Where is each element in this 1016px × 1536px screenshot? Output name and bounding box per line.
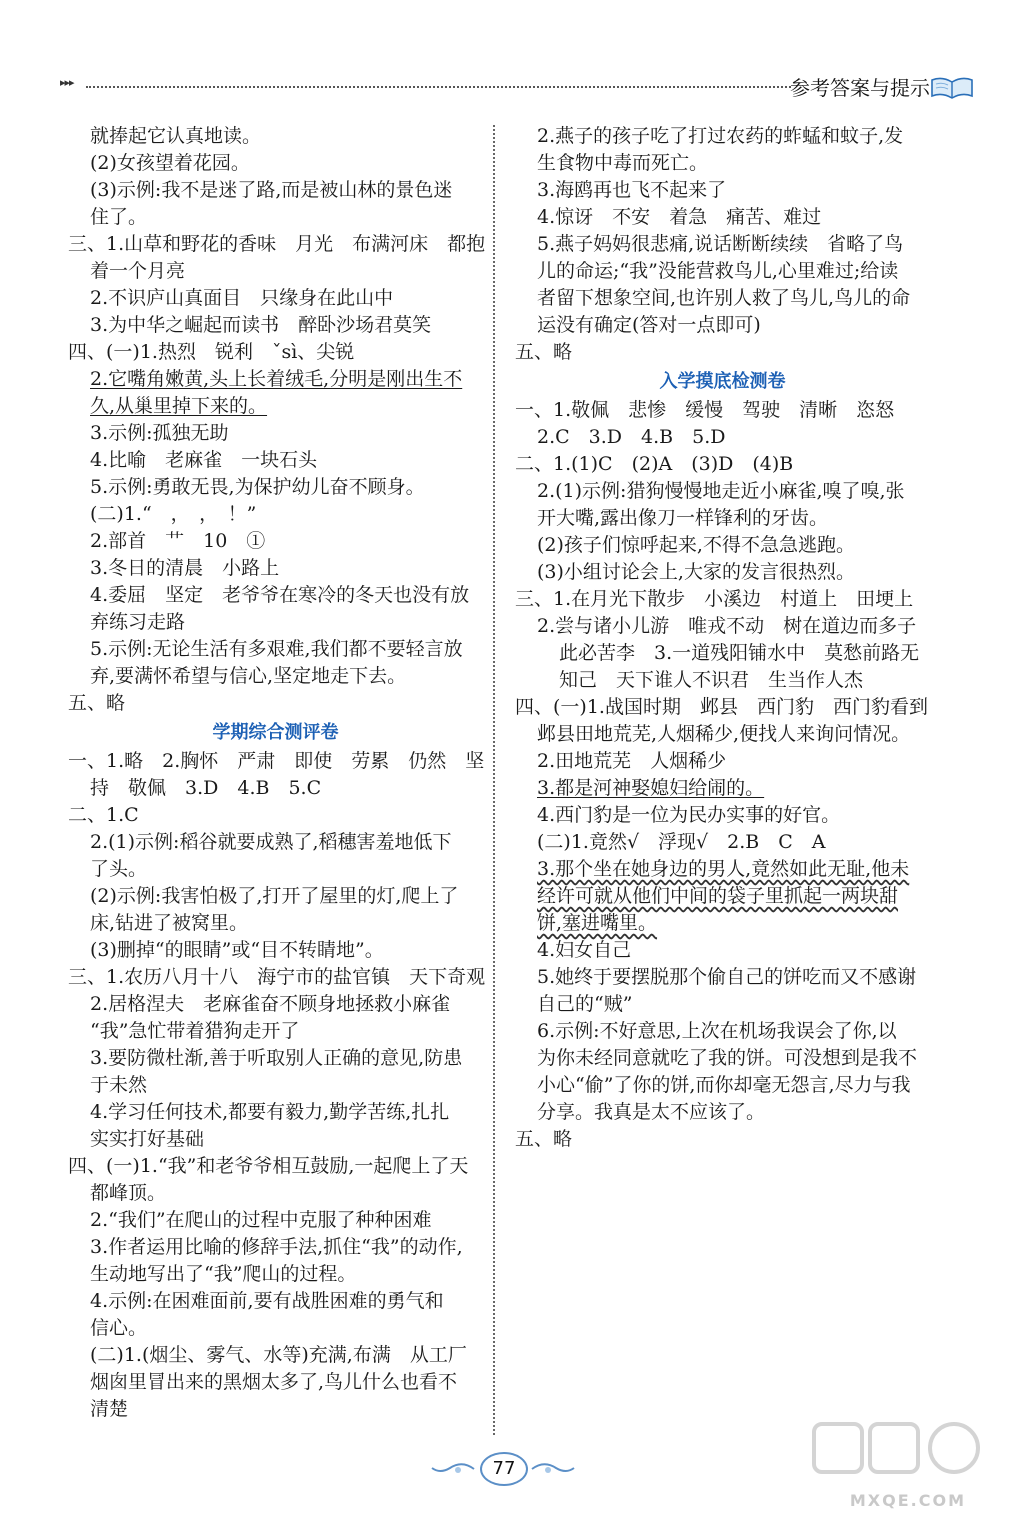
page-number: 77: [480, 1452, 528, 1486]
answer-line: 6.示例:不好意思,上次在机场我误会了你,以: [537, 1020, 897, 1042]
answer-line: 2.“我们”在爬山的过程中克服了种种困难: [90, 1209, 432, 1231]
header-arrows-icon: ▸▸▸: [60, 76, 74, 89]
answer-line: 五、略: [68, 692, 126, 714]
answer-line: 自己的“贼”: [537, 993, 633, 1015]
answer-line: 邺县田地荒芜,人烟稀少,便找人来询问情况。: [537, 723, 911, 745]
answer-line: “我”急忙带着猎狗走开了: [90, 1020, 300, 1042]
answer-line: (2)示例:我害怕极了,打开了屋里的灯,爬上了: [90, 885, 459, 907]
answer-line: 此必苦李 3.一道残阳铺水中 莫愁前路无: [559, 642, 920, 664]
answer-line: 2.田地荒芜 人烟稀少: [537, 750, 727, 772]
left-answer-column: [68, 123, 486, 1423]
section-title: 入学摸底检测卷: [659, 371, 786, 392]
right-flourish-icon: [530, 1460, 578, 1478]
answer-line: 3.要防微杜渐,善于听取别人正确的意见,防患: [90, 1047, 463, 1069]
answer-line: 5.示例:勇敢无畏,为保护幼儿奋不顾身。: [90, 476, 425, 498]
answer-line: 3.作者运用比喻的修辞手法,抓住“我”的动作,: [90, 1236, 463, 1258]
answer-line: 于未然: [90, 1074, 148, 1096]
answer-line: 着一个月亮: [90, 260, 186, 282]
answer-line: 2.(1)示例:稻谷就要成熟了,稻穗害羞地低下: [90, 831, 452, 853]
answer-line: 生动地写出了“我”爬山的过程。: [90, 1263, 357, 1285]
answer-line: 2.它嘴角嫩黄,头上长着绒毛,分明是刚出生不: [90, 368, 463, 390]
header-divider: [86, 86, 791, 88]
answer-line: 三、1.在月光下散步 小溪边 村道上 田埂上: [515, 588, 914, 610]
left-flourish-icon: [428, 1460, 476, 1478]
answer-line: 2.C 3.D 4.B 5.D: [537, 426, 726, 448]
right-answer-column: [515, 123, 930, 1153]
answer-line: (3)删掉“的眼睛”或“目不转睛地”。: [90, 939, 384, 961]
answer-line: 信心。: [90, 1317, 148, 1339]
answer-line: 3.都是河神娶媳妇给闹的。: [537, 777, 765, 799]
answer-line: 生食物中毒而死亡。: [537, 152, 709, 174]
answer-line: 2.不识庐山真面目 只缘身在此山中: [90, 287, 394, 309]
answer-line: 者留下想象空间,也许别人救了鸟儿,鸟儿的命: [537, 287, 911, 309]
answer-line: 4.示例:在困难面前,要有战胜困难的勇气和: [90, 1290, 444, 1312]
answer-line: 一、1.略 2.胸怀 严肃 即使 劳累 仍然 坚: [68, 750, 485, 772]
answer-line: 4.比喻 老麻雀 一块石头: [90, 449, 318, 471]
answer-line: 弃练习走路: [90, 611, 186, 633]
answer-line: 持 敬佩 3.D 4.B 5.C: [90, 777, 322, 799]
answer-line: 五、略: [515, 341, 573, 363]
answer-line: (2)女孩望着花园。: [90, 152, 250, 174]
book-icon: [930, 74, 974, 100]
answer-line: 了头。: [90, 858, 148, 880]
answer-line: 一、1.敬佩 悲惨 缓慢 驾驶 清晰 恣怒: [515, 399, 895, 421]
answer-line: 四、(一)1.“我”和老爷爷相互鼓励,一起爬上了天: [68, 1155, 469, 1177]
answer-line: 五、略: [515, 1128, 573, 1150]
section-title: 学期综合测评卷: [212, 722, 339, 743]
answer-line: 运没有确定(答对一点即可): [537, 314, 761, 336]
answer-line: 2.燕子的孩子吃了打过农药的蚱蜢和蚊子,发: [537, 125, 904, 147]
answer-line: 四、(一)1.战国时期 邺县 西门豹 西门豹看到: [515, 696, 928, 718]
answer-line: 5.燕子妈妈很悲痛,说话断断续续 省略了鸟: [537, 233, 904, 255]
answer-line: 二、1.(1)C (2)A (3)D (4)B: [515, 453, 794, 475]
answer-line: (3)小组讨论会上,大家的发言很热烈。: [537, 561, 855, 583]
answer-line: 3.为中华之崛起而读书 醉卧沙场君莫笑: [90, 314, 432, 336]
answer-line: 4.惊讶 不安 着急 痛苦、难过: [537, 206, 822, 228]
answer-line: 2.(1)示例:猎狗慢慢地走近小麻雀,嗅了嗅,张: [537, 480, 905, 502]
answer-line: 儿的命运;“我”没能营救鸟儿,心里难过;给读: [537, 260, 899, 282]
answer-line: 知己 天下谁人不识君 生当作人杰: [559, 669, 864, 691]
answer-line: 实实打好基础: [90, 1128, 205, 1150]
header-title: 参考答案与提示: [790, 76, 930, 100]
answer-line: 床,钻进了被窝里。: [90, 912, 249, 934]
answer-line: 四、(一)1.热烈 锐利 ˇsì、尖锐: [68, 341, 355, 363]
answer-line: 3.那个坐在她身边的男人,竟然如此无耻,他未: [537, 858, 910, 880]
answer-line: (二)1.竟然√ 浮现√ 2.B C A: [537, 831, 826, 853]
answer-line: 经许可就从他们中间的袋子里抓起一两块甜: [537, 885, 899, 907]
watermark-text: MXQE.COM: [849, 1491, 966, 1510]
page-footer: [428, 1452, 588, 1488]
answer-line: 3.示例:孤独无助: [90, 422, 229, 444]
answer-line: 久,从巢里掉下来的。: [90, 395, 268, 417]
answer-line: 开大嘴,露出像刀一样锋利的牙齿。: [537, 507, 829, 529]
answer-line: 二、1.C: [68, 804, 139, 826]
answer-line: 4.西门豹是一位为民办实事的好官。: [537, 804, 841, 826]
answer-line: 5.她终于要摆脱那个偷自己的饼吃而又不感谢: [537, 966, 917, 988]
answer-line: 4.学习任何技术,都要有毅力,勤学苦练,扎扎: [90, 1101, 450, 1123]
answer-line: (二)1.(烟尘、雾气、水等)充满,布满 从工厂: [90, 1344, 467, 1366]
answer-line: 小心“偷”了你的饼,而你却毫无怨言,尽力与我: [537, 1074, 911, 1096]
answer-line: 住了。: [90, 206, 148, 228]
answer-line: 三、1.农历八月十八 海宁市的盐官镇 天下奇观: [68, 966, 486, 988]
answer-line: (2)孩子们惊呼起来,不得不急急逃跑。: [537, 534, 855, 556]
answer-line: 2.部首 艹 10 ①: [90, 530, 266, 552]
answer-line: (二)1.“ ， ， ！”: [90, 503, 257, 525]
answer-line: 饼,塞进嘴里。: [537, 912, 658, 934]
answer-line: 为你未经同意就吃了我的饼。可没想到是我不: [537, 1047, 918, 1069]
answer-line: 4.妇女自己: [537, 939, 632, 961]
answer-line: 3.冬日的清晨 小路上: [90, 557, 280, 579]
answer-line: 3.海鸥再也飞不起来了: [537, 179, 727, 201]
answer-line: 清楚: [90, 1398, 129, 1420]
answer-line: 就捧起它认真地读。: [90, 125, 262, 147]
answer-line: 5.示例:无论生活有多艰难,我们都不要轻言放: [90, 638, 463, 660]
answer-line: 弃,要满怀希望与信心,坚定地走下去。: [90, 665, 407, 687]
answer-line: 三、1.山草和野花的香味 月光 布满河床 都抱: [68, 233, 486, 255]
answer-line: 分享。我真是太不应该了。: [537, 1101, 766, 1123]
answer-line: 2.居格涅夫 老麻雀奋不顾身地拯救小麻雀: [90, 993, 451, 1015]
answer-line: (3)示例:我不是迷了路,而是被山林的景色迷: [90, 179, 453, 201]
answer-line: 烟囱里冒出来的黑烟太多了,鸟儿什么也看不: [90, 1371, 458, 1393]
column-divider: [493, 125, 495, 1435]
answer-line: 2.尝与诸小儿游 唯戎不动 树在道边而多子: [537, 615, 917, 637]
answer-line: 都峰顶。: [90, 1182, 167, 1204]
answer-line: 4.委屈 坚定 老爷爷在寒冷的冬天也没有放: [90, 584, 470, 606]
